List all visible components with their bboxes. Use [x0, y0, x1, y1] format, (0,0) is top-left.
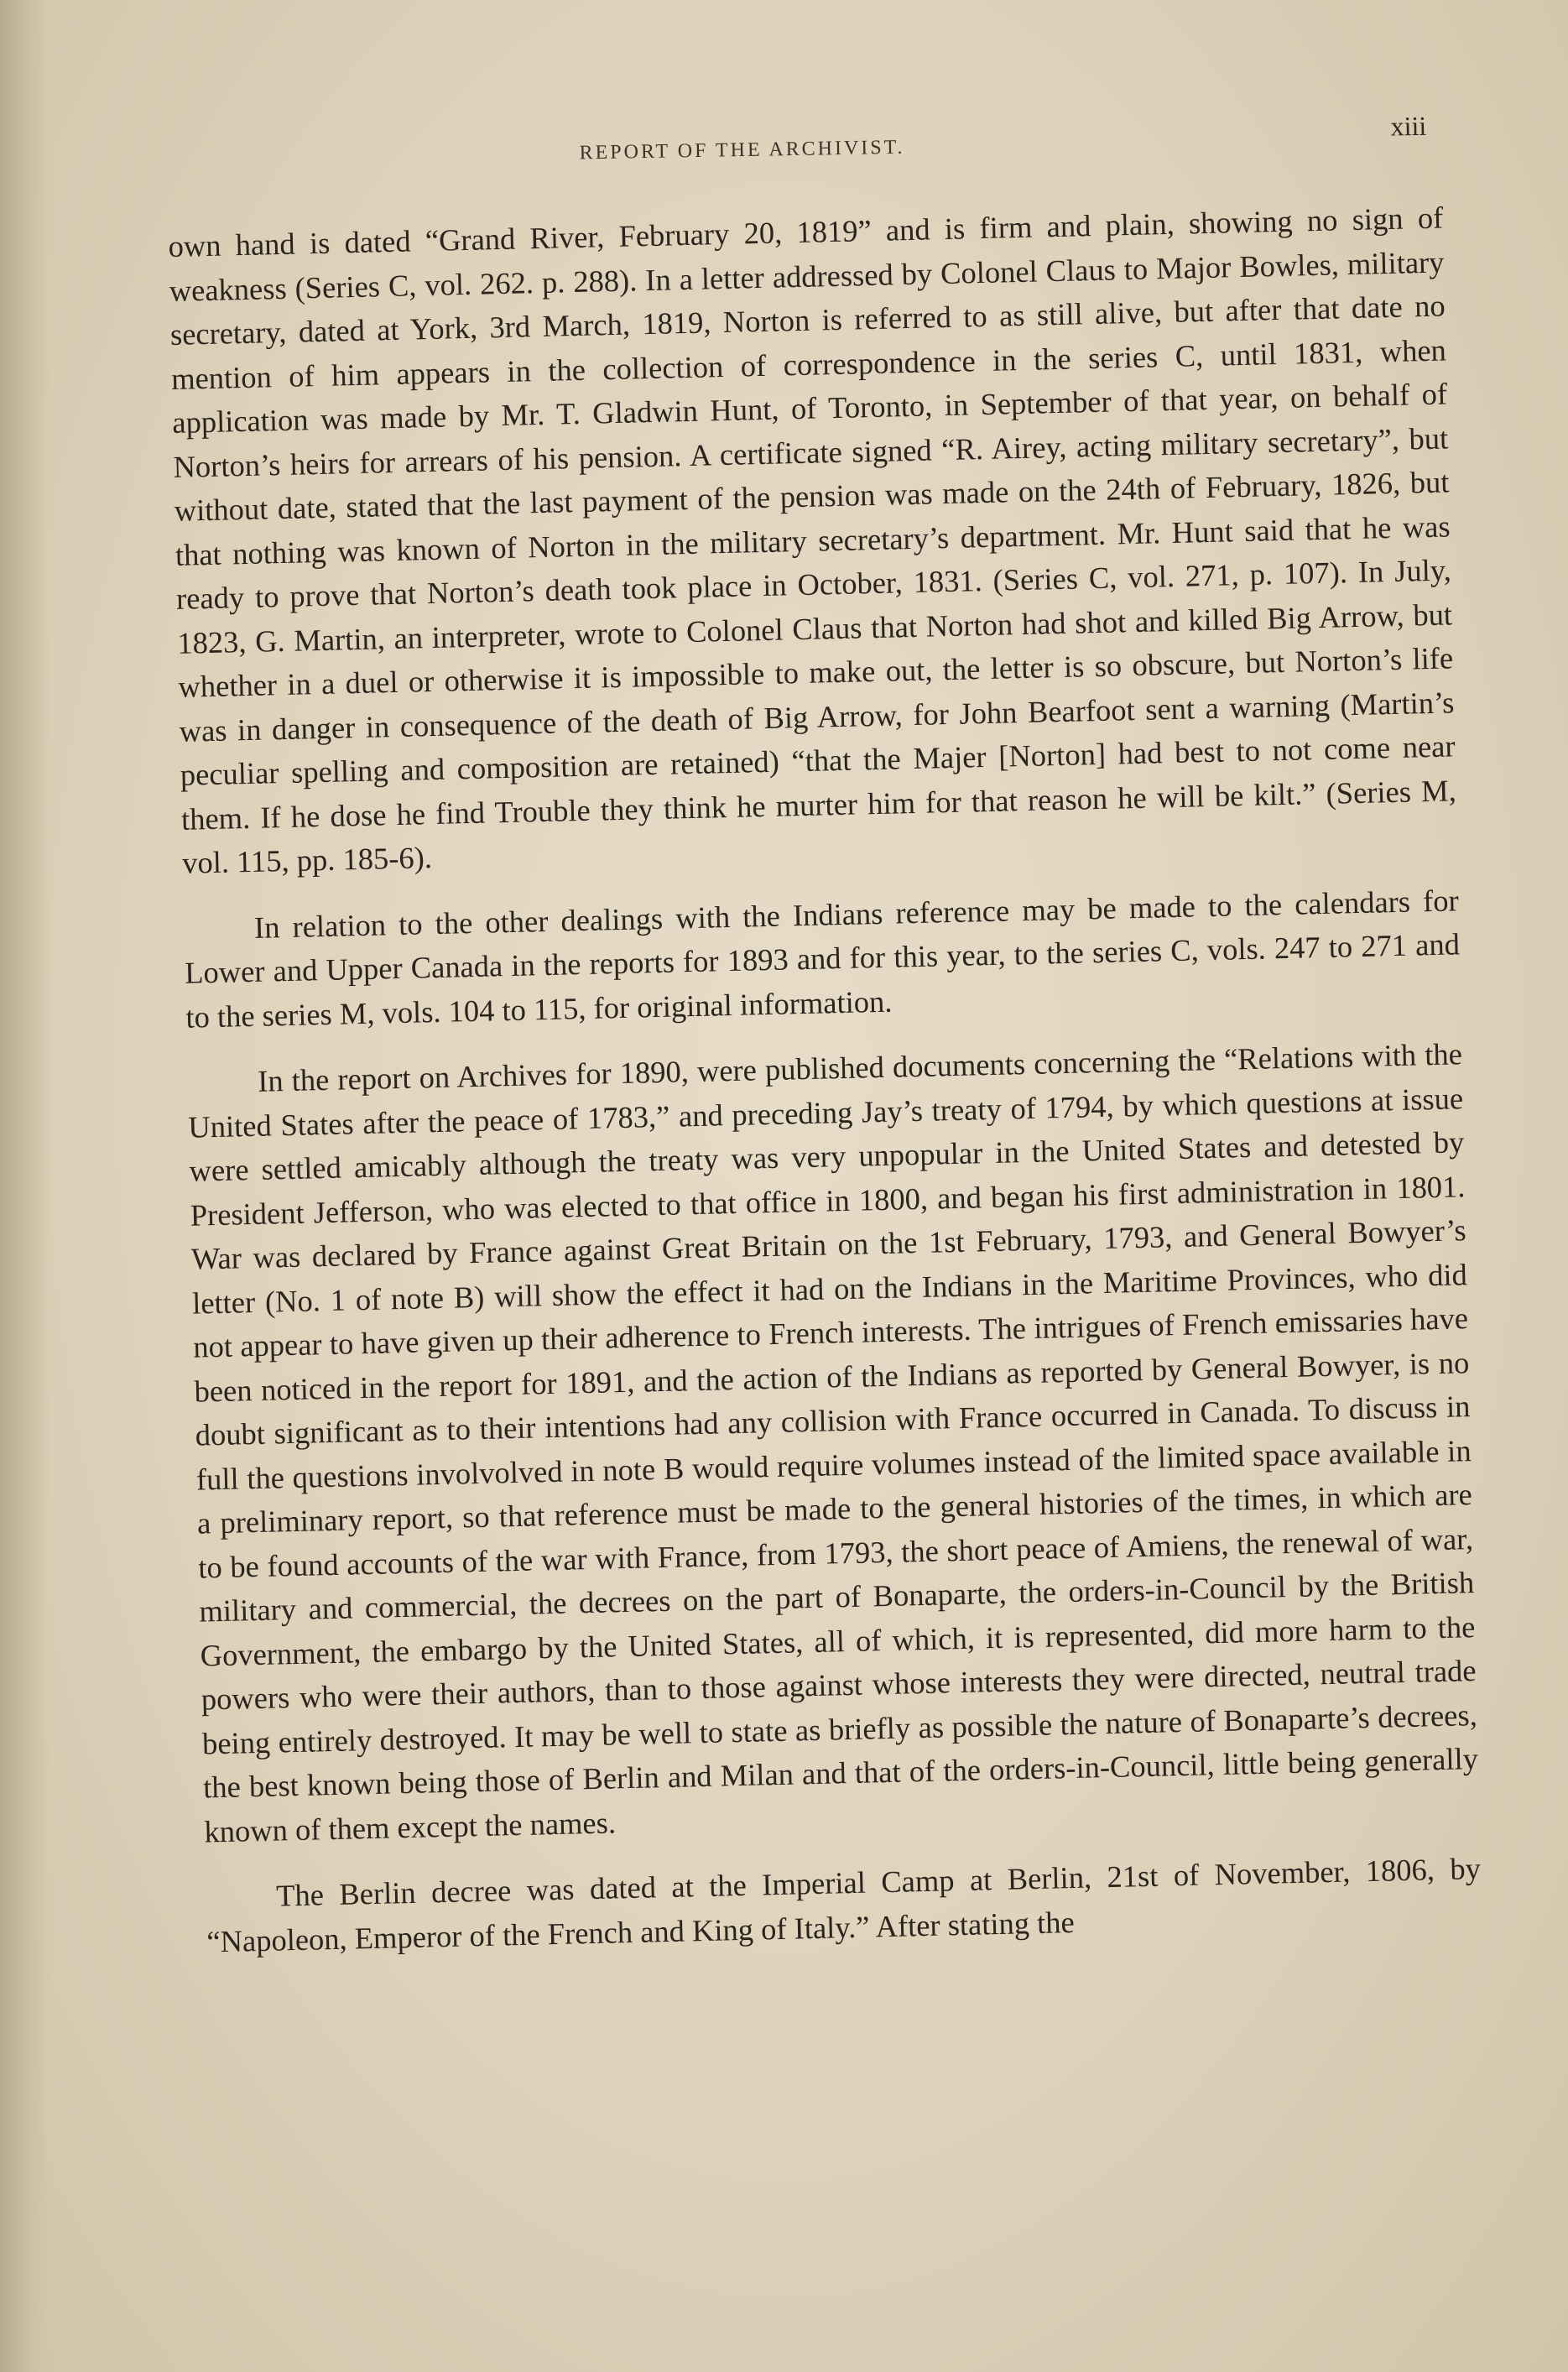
page-header	[168, 103, 1444, 185]
page-number: xiii	[1390, 110, 1427, 142]
paragraph: In the report on Archives for 1890, were published documents concerning the “Relations with the United States after the peace of 1783,” and preceding Jay’s treaty of 1794, by which questions at issue were settled amicably although the treaty was very unpopular in the United States and detested by President Jefferson, who was elected to that office in 1800, and began his first administration in 1801. War was declared by France against Great Britain on the 1st February, 1793, and General Bowyer’s letter (No. 1 of note B) will show the effect it had on the Indians in the Maritime Provinces, who did not appear to have given up their adherence to French interests. The intrigues of French emissaries have been noticed in the report for 1891, and the action of the Indians as reported by General Bowyer, is no doubt significant as to their intentions had any collision with France occurred in Canada. To discuss in full the questions involvolved in note B would require volumes instead of the limited space available in a preliminary report, so that reference must be made to the general histories of the times, in which are to be found accounts of the war with France, from 1793, the short peace of Amiens, the renewal of war, military and commercial, the decrees on the part of Bonaparte, the orders-in-Council by the British Government, the embargo by the United States, all of which, it is represented, did more harm to the powers who were their authors, than to those against whose interests they were directed, neutral trade being entirely destroyed. It may be well to state as briefly as possible the nature of Bonaparte’s decrees, the best known being those of Berlin and Milan and that of the orders-in-Council, little being generally known of them except the names.	[187, 1036, 1479, 1849]
running-head: REPORT OF THE ARCHIVIST.	[579, 136, 905, 164]
binding-gutter	[0, 0, 50, 2372]
paragraph-continued: own hand is dated “Grand River, February 20, 1819” and is firm and plain, showing no sign of weakness (Series C, vol. 262. p. 288). In a letter addressed by Colonel Claus to Major Bowles, military secretary, dated at York, 3rd March, 1819, Norton is referred to as still alive, but after that date no mention of him appears in the collection of correspondence in the series C, until 1831, when application was made by Mr. T. Gladwin Hunt, of Toronto, in September of that year, on behalf of Norton’s heirs for arrears of his pension. A certificate signed “R. Airey, acting military secretary”, but without date, stated that the last payment of the pension was made on the 24th of February, 1826, but that nothing was known of Norton in the military secretary’s department. Mr. Hunt said that he was ready to prove that Norton’s death took place in October, 1831. (Series C, vol. 271, p. 107). In July, 1823, G. Martin, an interpreter, wrote to Colonel Claus that Norton had shot and killed Big Arrow, but whether in a duel or otherwise it is impossible to make out, the letter is so obscure, but Norton’s life was in danger in consequence of the death of Big Arrow, for John Bearfoot sent a warning (Martin’s peculiar spelling and composition are retained) “that the Majer [Norton] had best to not come near them. If he dose he find Trouble they think he murter him for that reason he will be kilt.” (Series M, vol. 115, pp. 185-6).	[168, 200, 1457, 880]
body-text	[168, 196, 1482, 1964]
paragraph: In relation to the other dealings with the Indians reference may be made to the calendars for Lower and Upper Canada in the reports for 1893 and for this year, to the series C, vols. 247 to 271 and to the series M, vols. 104 to 115, for original information.	[184, 882, 1461, 1035]
paragraph: The Berlin decree was dated at the Imperial Camp at Berlin, 21st of November, 1806, by “Napoleon, Emperor of the French and King of Italy.” After stating the	[206, 1851, 1482, 1958]
